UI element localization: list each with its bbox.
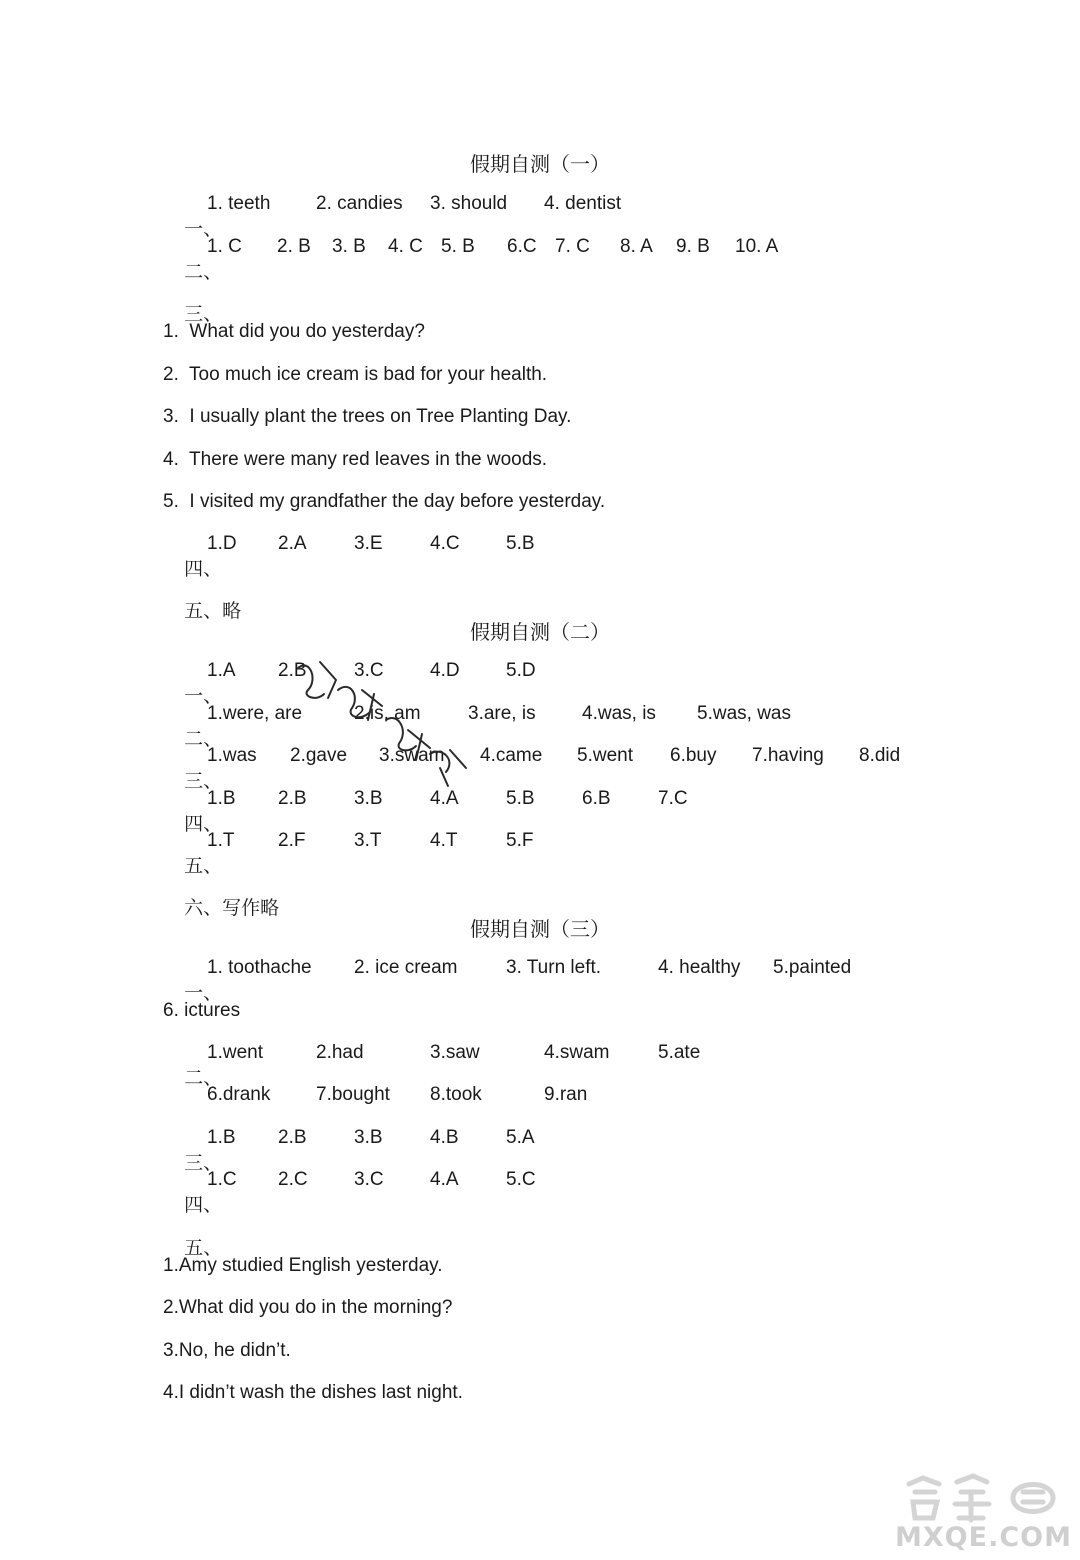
answer-item: 4. C [388, 236, 423, 257]
answer-sentence: 5. I visited my grandfather the day before yesterday. [163, 491, 606, 512]
section-title: 假期自测（二） [470, 620, 610, 644]
answer-sentence: 3.No, he didn’t. [163, 1340, 291, 1361]
answer-item: 4.D [430, 660, 460, 681]
answer-item: 2. ice cream [354, 957, 458, 978]
answer-sentence: 4. There were many red leaves in the woods. [163, 449, 548, 470]
answer-item: 3. should [430, 193, 508, 214]
answer-item: 5.C [506, 1169, 536, 1190]
answer-item: 5.B [506, 788, 535, 809]
question-number: 四、 [184, 1194, 223, 1216]
answer-item: 7. C [555, 236, 590, 257]
answer-item: 5.B [506, 533, 535, 554]
answer-item: 8. A [620, 236, 653, 257]
answer-item-continued: 6. ictures [163, 1000, 241, 1021]
answer-item: 7.C [658, 788, 688, 809]
answer-item: 4.B [430, 1127, 459, 1148]
question-number: 五、 [184, 855, 223, 877]
question-number: 六、 [184, 897, 223, 919]
answer-item: 4.was, is [582, 703, 656, 724]
answer-item: 1.C [207, 1169, 237, 1190]
answer-item: 5.D [506, 660, 536, 681]
answer-item: 2.gave [290, 745, 348, 766]
question-number: 四、 [184, 558, 223, 580]
answer-item: 1. toothache [207, 957, 312, 978]
answer-item: 4. healthy [658, 957, 741, 978]
answer-item: 6.B [582, 788, 611, 809]
question-number: 三、 [184, 303, 223, 325]
section-title: 假期自测（一） [470, 152, 610, 176]
answer-item: 6.C [507, 236, 537, 257]
answer-item: 3. Turn left. [506, 957, 602, 978]
answer-item: 7.having [752, 745, 824, 766]
watermark-logo [895, 1470, 1070, 1555]
answer-item: 3.T [354, 830, 382, 851]
answer-item: 1. C [207, 236, 242, 257]
answer-item: 2.had [316, 1042, 364, 1063]
answer-item: 4.A [430, 788, 459, 809]
answer-item: 5.A [506, 1127, 535, 1148]
answer-item: 1.B [207, 788, 236, 809]
answer-item: 3.C [354, 660, 384, 681]
answer-item: 4.C [430, 533, 460, 554]
question-number: 二、 [184, 261, 223, 283]
answer-item: 7.bought [316, 1084, 390, 1105]
answer-item: 1.B [207, 1127, 236, 1148]
answer-item: 4.came [480, 745, 543, 766]
answer-item: 3.B [354, 788, 383, 809]
answer-item: 1.D [207, 533, 237, 554]
answer-item: 3.are, is [468, 703, 536, 724]
answer-item: 2.C [278, 1169, 308, 1190]
answer-item: 1.was [207, 745, 257, 766]
answer-item: 2.A [278, 533, 307, 554]
question-number: 二、 [184, 1067, 223, 1089]
answer-item: 5.was, was [697, 703, 791, 724]
answer-item: 2.B [278, 788, 307, 809]
answer-item: 2.F [278, 830, 306, 851]
answer-item: 3.swam [379, 745, 445, 766]
answer-item: 6.drank [207, 1084, 271, 1105]
answer-sentence: 1. What did you do yesterday? [163, 321, 425, 342]
answer-item: 4.T [430, 830, 458, 851]
answer-text: 写作略 [222, 897, 280, 919]
question-number: 一、 [184, 685, 223, 707]
answer-item: 2.B [278, 660, 307, 681]
answer-sentence: 2.What did you do in the morning? [163, 1297, 453, 1318]
answer-item: 4.swam [544, 1042, 610, 1063]
question-number: 三、 [184, 1152, 223, 1174]
answer-item: 5. B [441, 236, 475, 257]
answer-item: 2. B [277, 236, 311, 257]
answer-item: 5.painted [773, 957, 852, 978]
answer-item: 2.is, am [354, 703, 421, 724]
answer-item: 3.C [354, 1169, 384, 1190]
answer-item: 9. B [676, 236, 710, 257]
answer-item: 9.ran [544, 1084, 588, 1105]
question-number: 五、 [184, 1237, 223, 1259]
answer-sentence: 3. I usually plant the trees on Tree Planting Day. [163, 406, 572, 427]
answer-item: 3.B [354, 1127, 383, 1148]
answer-item: 4.A [430, 1169, 459, 1190]
answer-item: 1.A [207, 660, 236, 681]
answer-item: 5.F [506, 830, 534, 851]
question-number: 一、 [184, 982, 223, 1004]
answer-item: 3.E [354, 533, 383, 554]
answer-item: 8.took [430, 1084, 482, 1105]
answer-item: 1.were, are [207, 703, 303, 724]
answer-item: 10. A [735, 236, 779, 257]
answer-sentence: 2. Too much ice cream is bad for your health. [163, 364, 548, 385]
question-number: 四、 [184, 813, 223, 835]
answer-item: 8.did [859, 745, 901, 766]
answer-item: 3. B [332, 236, 366, 257]
question-number: 三、 [184, 770, 223, 792]
answer-text: 略 [222, 600, 242, 622]
answer-item: 4. dentist [544, 193, 622, 214]
section-title: 假期自测（三） [470, 917, 610, 941]
answer-item: 2.B [278, 1127, 307, 1148]
watermark-emblem-icon [895, 1470, 1070, 1525]
answer-sentence: 1.Amy studied English yesterday. [163, 1255, 443, 1276]
answer-item: 1.T [207, 830, 235, 851]
answer-item: 5.ate [658, 1042, 701, 1063]
answer-item: 3.saw [430, 1042, 480, 1063]
answer-sentence: 4.I didn’t wash the dishes last night. [163, 1382, 463, 1403]
watermark-text: MXQE.COM [895, 1522, 1072, 1553]
question-number: 二、 [184, 728, 223, 750]
answer-item: 2. candies [316, 193, 403, 214]
answer-item: 1.went [207, 1042, 263, 1063]
answer-item: 1. teeth [207, 193, 271, 214]
answer-item: 6.buy [670, 745, 717, 766]
handwritten-scribble [290, 650, 480, 790]
answer-item: 5.went [577, 745, 633, 766]
question-number: 一、 [184, 218, 223, 240]
question-number: 五、 [184, 600, 223, 622]
